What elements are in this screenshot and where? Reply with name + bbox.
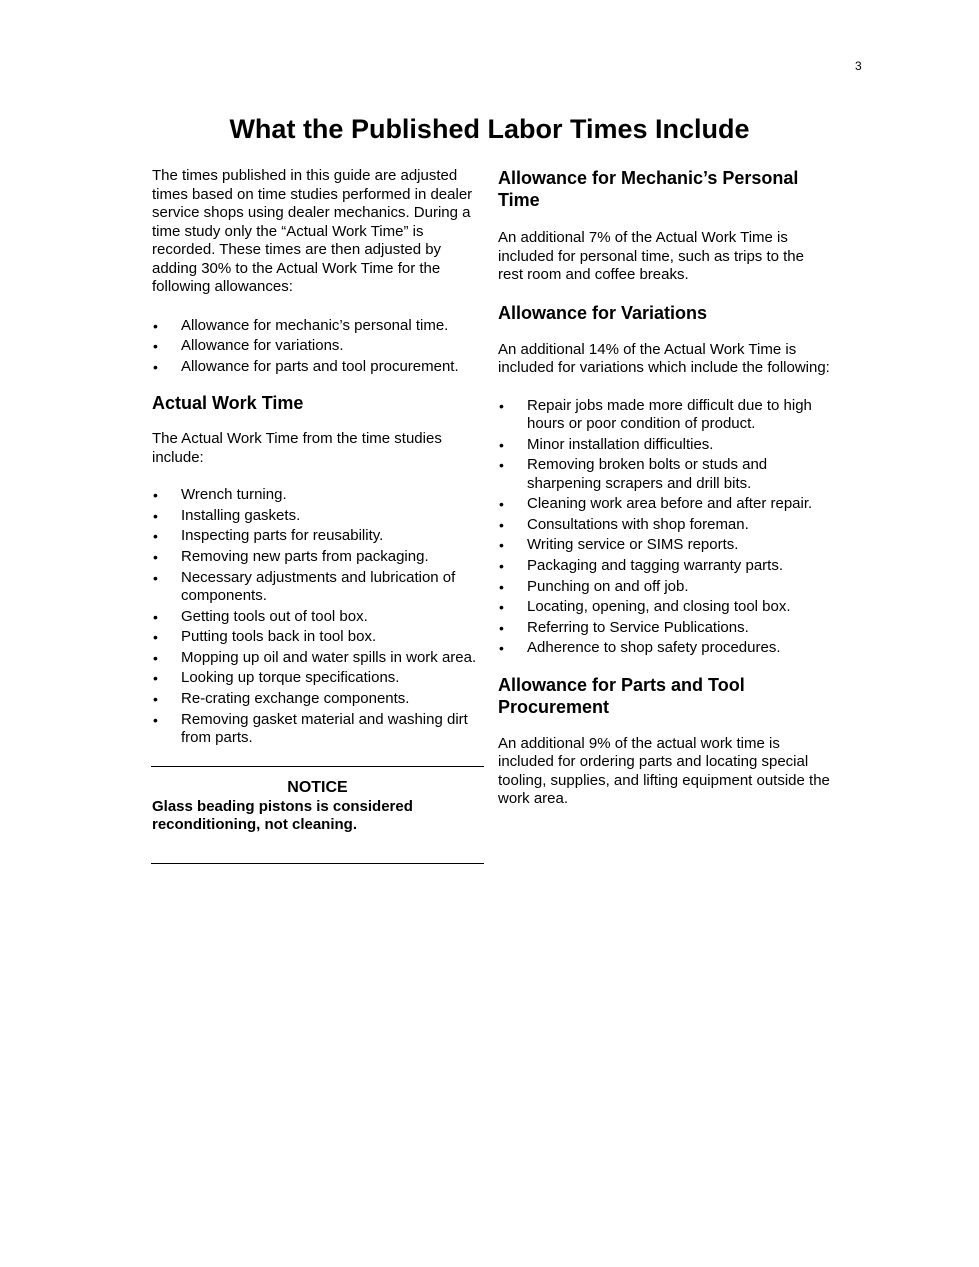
bullet-icon: • [499, 457, 504, 474]
variations-heading: Allowance for Variations [498, 302, 708, 323]
intro-paragraph: The times published in this guide are adjusted times based on time studies performed in dealer service shops using dealer mechanics. During a time study only the “Actual Work Time” is recorded. These times are then adjusted by adding 30% to the Actual Work Time for the following allowances: [152, 167, 473, 295]
bullet-icon: • [499, 578, 504, 595]
list-item: • Minor installation difficulties. [499, 435, 714, 453]
list-item: • Removing new parts from packaging. [153, 547, 429, 565]
bullet-icon: • [499, 558, 504, 575]
page-title: What the Published Labor Times Include [229, 114, 750, 144]
bullet-icon: • [153, 649, 158, 666]
actual-work-time-list [152, 486, 485, 747]
left-column [152, 167, 485, 864]
list-item: • Inspecting parts for reusability. [153, 527, 384, 545]
bullet-icon: • [153, 629, 158, 646]
parts-procurement-heading: Allowance for Parts and Tool Procurement [498, 674, 745, 717]
bullet-icon: • [153, 528, 158, 545]
list-item: • Mopping up oil and water spills in work area. [153, 648, 477, 666]
bullet-icon: • [499, 397, 504, 414]
bullet-icon: • [499, 436, 504, 453]
bullet-icon: • [153, 670, 158, 687]
bullet-icon: • [153, 358, 158, 375]
bullet-icon: • [499, 640, 504, 657]
parts-procurement-paragraph: An additional 9% of the actual work time is included for ordering parts and locating special tooling, supplies, and lifting equipment outside the work area. [498, 734, 830, 808]
list-item: • Allowance for mechanic’s personal time. [153, 316, 449, 334]
bullet-icon: • [153, 608, 158, 625]
list-item: • Adherence to shop safety procedures. [499, 639, 781, 657]
notice-box [151, 766, 484, 864]
personal-time-heading: Allowance for Mechanic’s Personal Time [498, 168, 799, 210]
variations-paragraph: An additional 14% of the Actual Work Time is included for variations which include the following: [498, 340, 830, 376]
list-item: • Removing broken bolts or studs and sharpening scrapers and drill bits. [499, 456, 768, 492]
list-item: • Packaging and tagging warranty parts. [499, 557, 783, 575]
list-item: • Removing gasket material and washing dirt from parts. [153, 710, 468, 747]
list-item: • Allowance for variations. [153, 337, 344, 355]
list-item: • Cleaning work area before and after repair. [499, 495, 813, 513]
bullet-icon: • [153, 507, 158, 524]
list-item: • Repair jobs made more difficult due to high hours or poor condition of product. [499, 396, 812, 432]
actual-work-time-intro: The Actual Work Time from the time studies include: [152, 430, 442, 466]
bullet-icon: • [499, 599, 504, 616]
page-number: 3 [855, 59, 862, 73]
bullet-icon: • [153, 711, 158, 728]
list-item: • Allowance for parts and tool procurement. [153, 357, 459, 375]
bullet-icon: • [153, 691, 158, 708]
bullet-icon: • [499, 537, 504, 554]
list-item: • Putting tools back in tool box. [153, 628, 377, 646]
list-item: • Getting tools out of tool box. [153, 607, 368, 625]
bullet-icon: • [499, 496, 504, 513]
bullet-icon: • [153, 569, 158, 586]
list-item: • Punching on and off job. [499, 577, 689, 595]
bullet-icon: • [153, 338, 158, 355]
notice-text: Glass beading pistons is considered reconditioning, not cleaning. [152, 797, 413, 834]
list-item: • Locating, opening, and closing tool box. [499, 598, 791, 616]
list-item: • Necessary adjustments and lubrication of components. [153, 568, 456, 605]
allowances-list [152, 317, 485, 377]
actual-work-time-heading: Actual Work Time [152, 393, 304, 414]
personal-time-paragraph: An additional 7% of the Actual Work Time is included for personal time, such as trips to the rest room and coffee breaks. [498, 229, 804, 283]
list-item: • Consultations with shop foreman. [499, 515, 749, 533]
notice-title: NOTICE [287, 778, 348, 796]
list-item: • Re-crating exchange components. [153, 690, 410, 708]
bullet-icon: • [153, 487, 158, 504]
list-item: • Referring to Service Publications. [499, 618, 749, 636]
list-item: • Installing gaskets. [153, 506, 301, 524]
right-column [498, 167, 833, 809]
bullet-icon: • [499, 619, 504, 636]
bullet-icon: • [499, 516, 504, 533]
bullet-icon: • [153, 317, 158, 334]
list-item: • Looking up torque specifications. [153, 669, 400, 687]
list-item: • Writing service or SIMS reports. [499, 536, 739, 554]
bullet-icon: • [153, 548, 158, 565]
variations-list [498, 397, 833, 658]
list-item: • Wrench turning. [153, 486, 287, 504]
